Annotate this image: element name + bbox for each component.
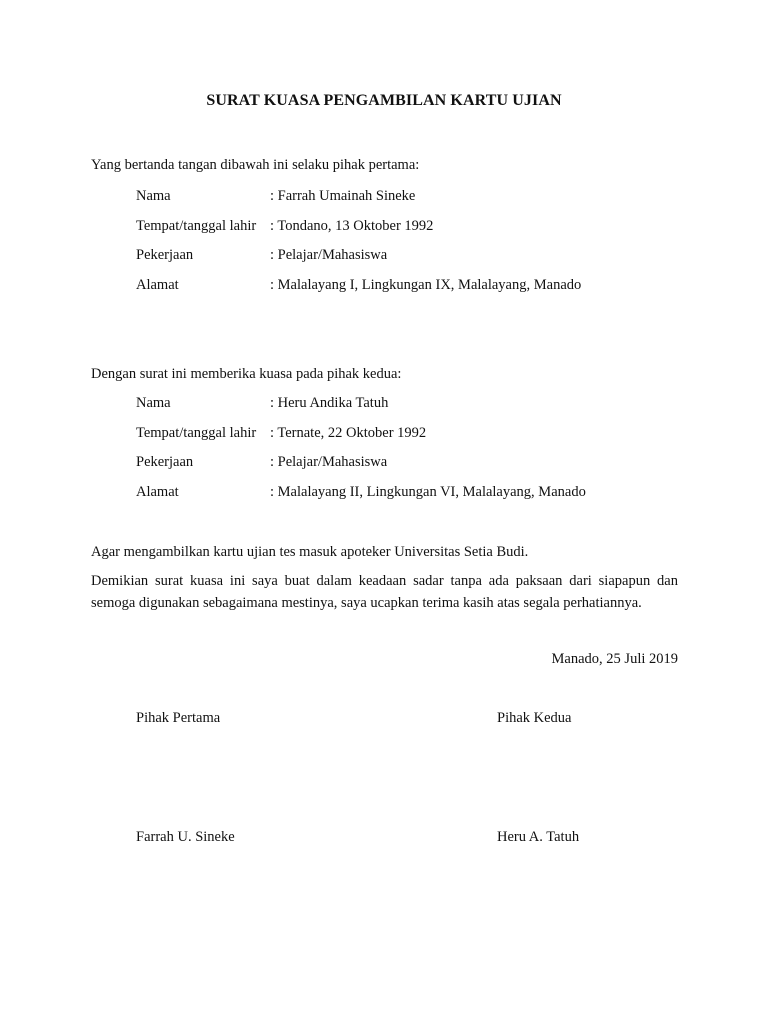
signature-left-name: Farrah U. Sineke bbox=[136, 829, 235, 845]
first-party-address-value: : Malalayang I, Lingkungan IX, Malalayang, Manado bbox=[270, 277, 582, 293]
signature-right-name: Heru A. Tatuh bbox=[497, 829, 580, 845]
first-party-birth-label: Tempat/tanggal lahir bbox=[136, 218, 257, 234]
first-party-birth-value: : Tondano, 13 Oktober 1992 bbox=[270, 218, 434, 234]
first-party-address-label: Alamat bbox=[136, 277, 179, 293]
document-title: SURAT KUASA PENGAMBILAN KARTU UJIAN bbox=[206, 92, 562, 109]
signature-right-role: Pihak Kedua bbox=[497, 710, 572, 726]
second-party-birth-value: : Ternate, 22 Oktober 1992 bbox=[270, 425, 427, 441]
first-party-job-value: : Pelajar/Mahasiswa bbox=[270, 247, 388, 263]
signature-left-role: Pihak Pertama bbox=[136, 710, 221, 726]
second-party-name-label: Nama bbox=[136, 395, 171, 411]
second-party-address-label: Alamat bbox=[136, 484, 179, 500]
second-party-job-label: Pekerjaan bbox=[136, 454, 194, 470]
first-party-intro: Yang bertanda tangan dibawah ini selaku pihak pertama: bbox=[91, 157, 420, 173]
closing-paragraph: Demikian surat kuasa ini saya buat dalam keadaan sadar tanpa ada paksaan dari siapapun dan semoga digunakan sebagaimana mestinya, saya ucapkan terima kasih atas segala perhatiannya. bbox=[91, 573, 678, 611]
place-date: Manado, 25 Juli 2019 bbox=[551, 651, 678, 667]
second-party-intro: Dengan surat ini memberika kuasa pada pihak kedua: bbox=[91, 366, 402, 382]
first-party-job-label: Pekerjaan bbox=[136, 247, 194, 263]
second-party-birth-label: Tempat/tanggal lahir bbox=[136, 425, 257, 441]
second-party-job-value: : Pelajar/Mahasiswa bbox=[270, 454, 388, 470]
purpose-paragraph: Agar mengambilkan kartu ujian tes masuk apoteker Universitas Setia Budi. bbox=[91, 544, 529, 560]
first-party-name-label: Nama bbox=[136, 188, 171, 204]
first-party-name-value: : Farrah Umainah Sineke bbox=[270, 188, 416, 204]
second-party-name-value: : Heru Andika Tatuh bbox=[270, 395, 389, 411]
second-party-address-value: : Malalayang II, Lingkungan VI, Malalayang, Manado bbox=[270, 484, 586, 500]
